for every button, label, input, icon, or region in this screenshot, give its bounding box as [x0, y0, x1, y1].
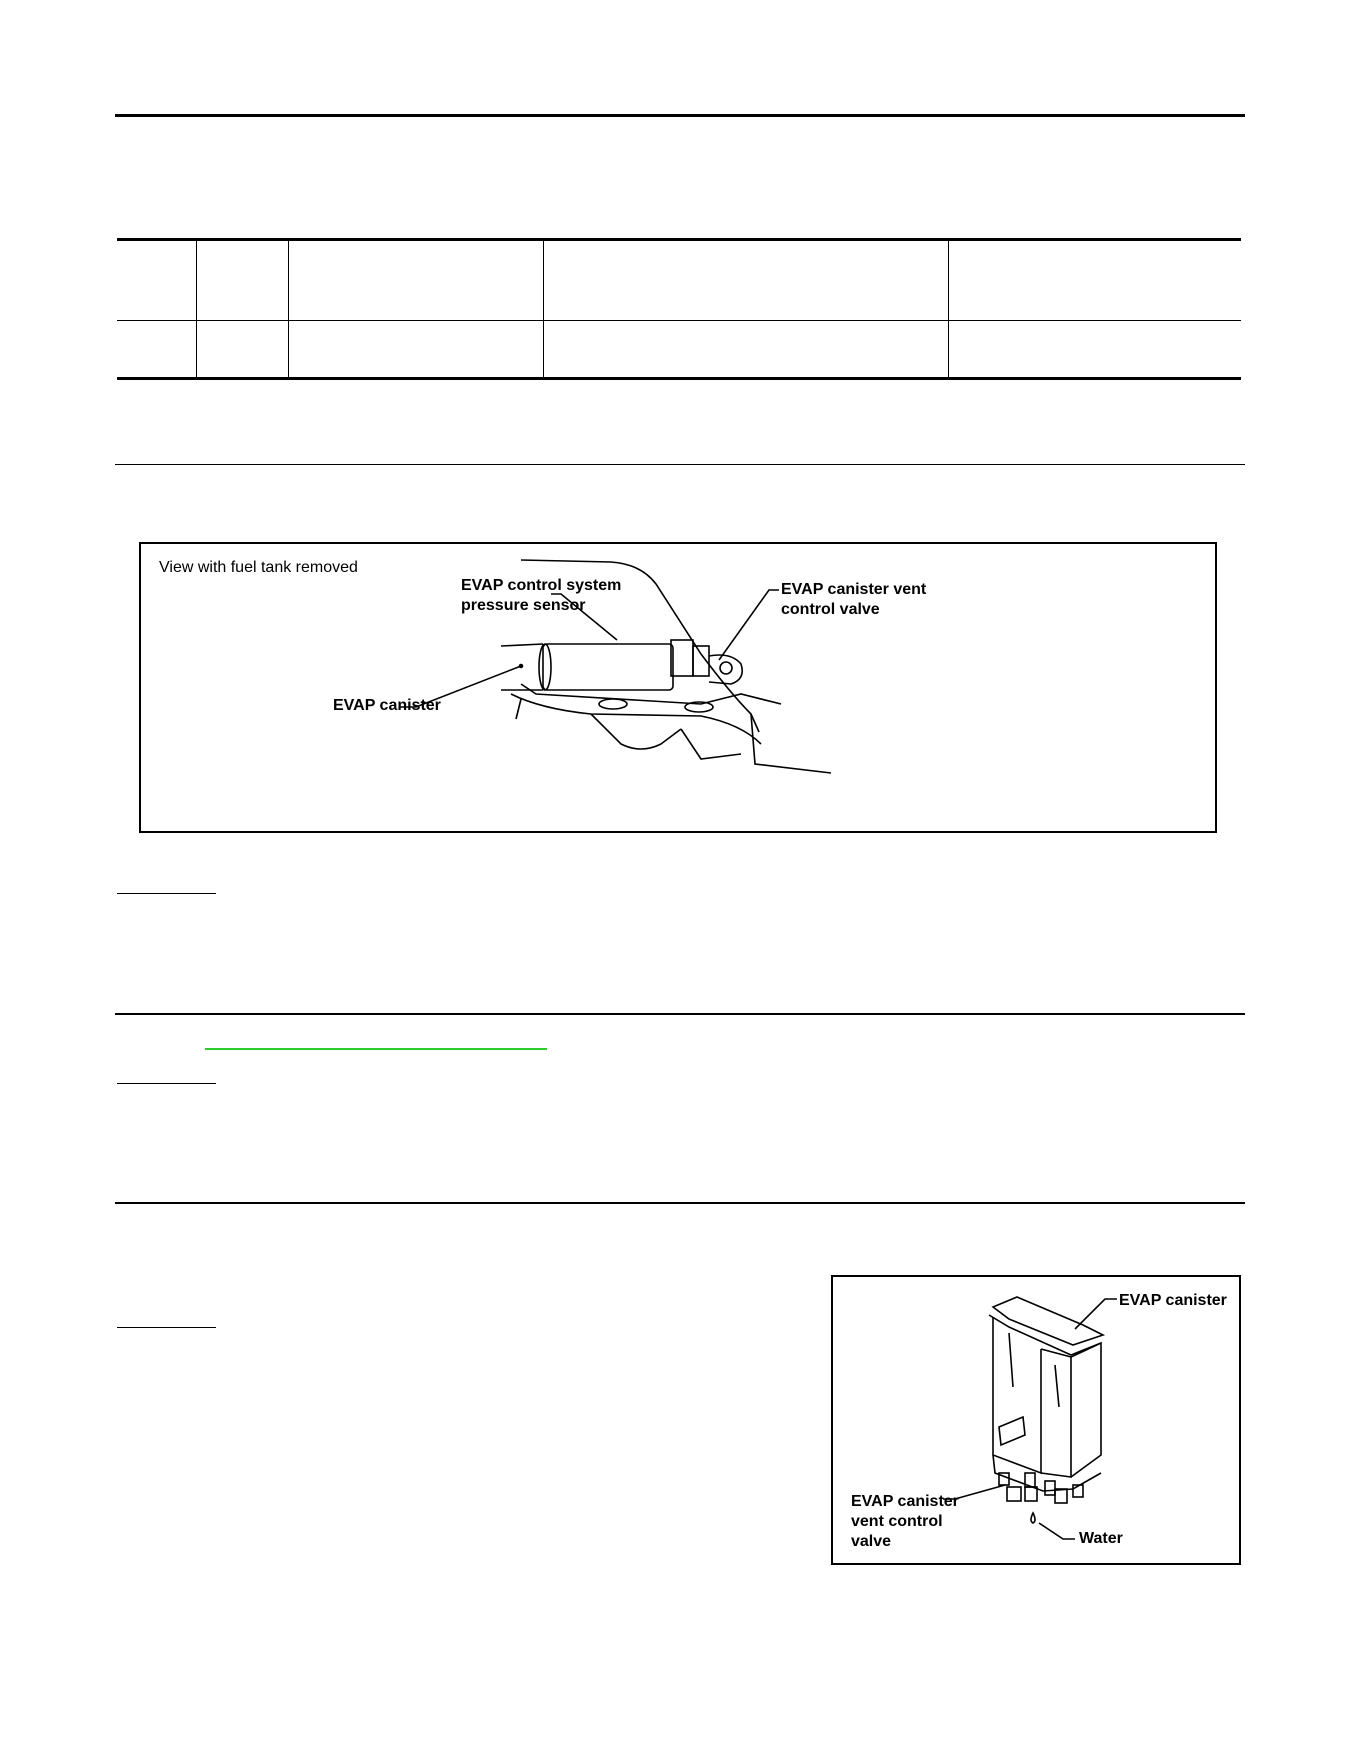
- label-evap-pressure-sensor: EVAP control system pressure sensor: [461, 577, 622, 614]
- reference-link[interactable]: [205, 1048, 547, 1050]
- section-rule: [115, 1202, 1245, 1204]
- figure-fuel-tank-removed: [139, 542, 1217, 833]
- table-top-rule: [117, 238, 1241, 241]
- evap-canister-upright-illustration: [833, 1277, 1243, 1567]
- table-bottom-rule: [117, 377, 1241, 380]
- table-row-divider: [117, 320, 1241, 321]
- note-underline: [117, 1083, 216, 1084]
- table-col-divider: [196, 240, 197, 378]
- label-evap-canister: EVAP canister: [1119, 1292, 1227, 1309]
- figure-caption: View with fuel tank removed: [159, 559, 358, 576]
- figure-evap-canister-water: [831, 1275, 1241, 1565]
- evap-canister-illustration: [141, 544, 1219, 835]
- label-evap-vent-valve: EVAP canister vent control valve: [781, 581, 927, 618]
- label-water: Water: [1079, 1530, 1123, 1547]
- table-col-divider: [948, 240, 949, 378]
- label-evap-canister: EVAP canister: [333, 697, 441, 714]
- note-underline: [117, 893, 216, 894]
- table-col-divider: [543, 240, 544, 378]
- table-col-divider: [288, 240, 289, 378]
- header-rule: [115, 114, 1245, 117]
- label-evap-vent-valve: EVAP canister vent control valve: [851, 1493, 959, 1550]
- section-rule: [115, 1013, 1245, 1015]
- section-rule: [115, 464, 1245, 465]
- note-underline: [117, 1327, 216, 1328]
